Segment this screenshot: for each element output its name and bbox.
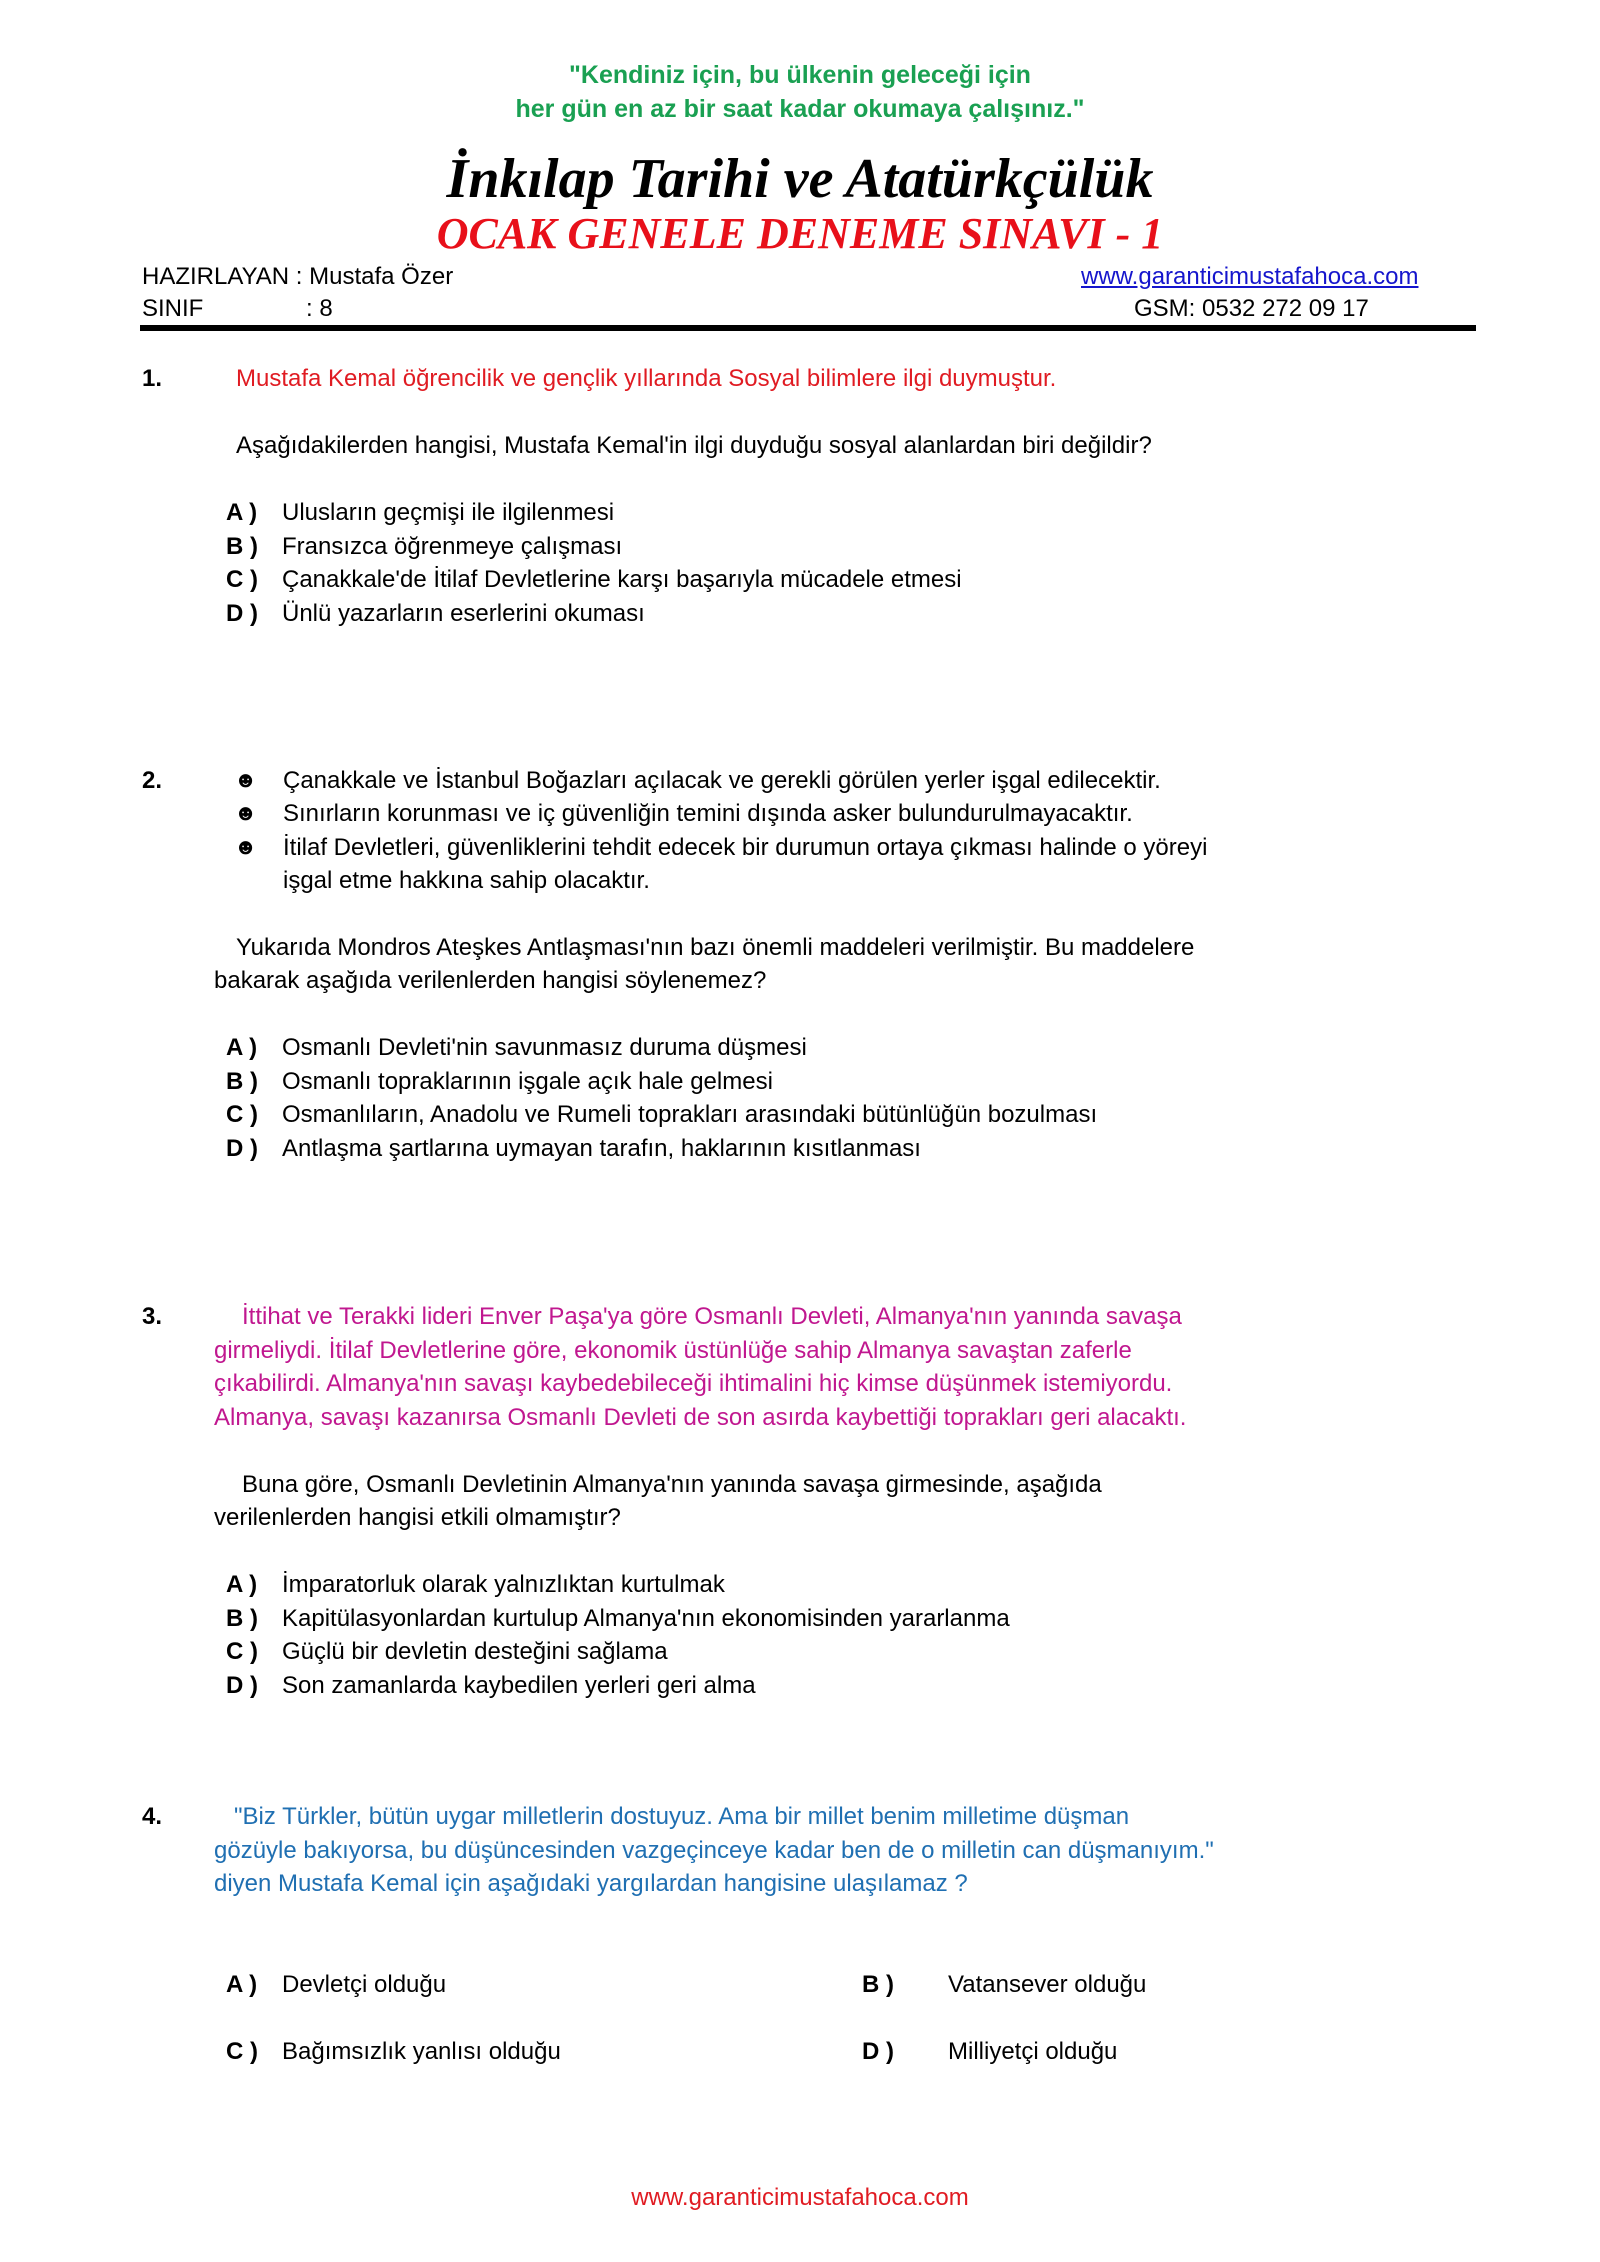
question-number: 2.: [142, 767, 163, 794]
option-text: Milliyetçi olduğu: [948, 2038, 1118, 2065]
question-prompt-line-2: bakarak aşağıda verilenlerden hangisi söylenemez?: [214, 967, 767, 994]
option-text: Güçlü bir devletin desteğini sağlama: [282, 1638, 668, 1665]
option-label: A ): [226, 499, 258, 526]
bullet-item: İtilaf Devletleri, güvenliklerini tehdit edecek bir durumun ortaya çıkması halinde o yöreyi: [283, 834, 1208, 861]
question-number: 3.: [142, 1303, 163, 1330]
question-number: 4.: [142, 1803, 163, 1830]
header-divider: [140, 325, 1476, 331]
option-text: Fransızca öğrenmeye çalışması: [282, 533, 623, 560]
question-prompt: Yukarıda Mondros Ateşkes Antlaşması'nın bazı önemli maddeleri verilmiştir. Bu maddelere: [236, 934, 1195, 961]
option-a[interactable]: [226, 1968, 446, 2002]
option-text: Ulusların geçmişi ile ilgilenmesi: [282, 499, 615, 526]
option-b[interactable]: [862, 1968, 1146, 2002]
website-link[interactable]: www.garanticimustafahoca.com: [1081, 263, 1419, 290]
option-c[interactable]: [226, 1635, 668, 1669]
option-d[interactable]: [226, 597, 645, 631]
question-stem: diyen Mustafa Kemal için aşağıdaki yargılardan hangisine ulaşılamaz ?: [214, 1870, 968, 1897]
author-label: HAZIRLAYAN : Mustafa Özer: [142, 263, 454, 290]
option-d[interactable]: [226, 1669, 756, 1703]
option-label: C ): [226, 2038, 258, 2065]
option-c[interactable]: [226, 563, 962, 597]
footer-website[interactable]: www.garanticimustafahoca.com: [631, 2184, 969, 2211]
option-label: C ): [226, 1101, 258, 1128]
motto-line-2: her gün en az bir saat kadar okumaya çalışınız.": [515, 95, 1085, 123]
option-label: D ): [226, 1135, 258, 1162]
question-stem: Mustafa Kemal öğrencilik ve gençlik yıllarında Sosyal bilimlere ilgi duymuştur.: [236, 365, 1057, 392]
question-number: 1.: [142, 365, 163, 392]
question-stem: girmeliydi. İtilaf Devletlerine göre, ekonomik üstünlüğe sahip Almanya savaştan zaferle: [214, 1337, 1132, 1364]
option-label: C ): [226, 566, 258, 593]
option-text: Kapitülasyonlardan kurtulup Almanya'nın ekonomisinden yararlanma: [282, 1605, 1010, 1632]
phone-number: GSM: 0532 272 09 17: [1134, 295, 1369, 322]
smiley-bullet-icon: ☻: [234, 834, 258, 859]
option-label: D ): [226, 600, 258, 627]
question-prompt: Aşağıdakilerden hangisi, Mustafa Kemal'in ilgi duyduğu sosyal alanlardan biri değildir?: [236, 432, 1152, 459]
option-text: Osmanlı topraklarının işgale açık hale gelmesi: [282, 1068, 773, 1095]
option-text: Antlaşma şartlarına uymayan tarafın, haklarının kısıtlanması: [282, 1135, 921, 1162]
option-text: Ünlü yazarların eserlerini okuması: [282, 600, 645, 627]
question-stem: çıkabilirdi. Almanya'nın savaşı kaybedebileceği ihtimalini hiç kimse düşünmek istemiyordu.: [214, 1370, 1173, 1397]
question-stem: Almanya, savaşı kazanırsa Osmanlı Devleti de son asırda kaybettiği toprakları geri alacaktı.: [214, 1404, 1187, 1431]
question-prompt: Buna göre, Osmanlı Devletinin Almanya'nın yanında savaşa girmesinde, aşağıda: [242, 1471, 1102, 1498]
smiley-bullet-icon: ☻: [234, 800, 258, 825]
option-text: Çanakkale'de İtilaf Devletlerine karşı başarıyla mücadele etmesi: [282, 566, 962, 593]
option-d[interactable]: [862, 2035, 1117, 2069]
bullet-item: Çanakkale ve İstanbul Boğazları açılacak ve gerekli görülen yerler işgal edilecektir.: [283, 767, 1161, 794]
smiley-bullet-icon: ☻: [234, 767, 258, 792]
question-stem: gözüyle bakıyorsa, bu düşüncesinden vazgeçinceye kadar ben de o milletin can düşmanıyım.": [214, 1837, 1214, 1864]
option-a[interactable]: [226, 1568, 725, 1602]
question-prompt-line-2: verilenlerden hangisi etkili olmamıştır?: [214, 1504, 621, 1531]
option-d[interactable]: [226, 1132, 921, 1166]
option-text: Vatansever olduğu: [948, 1971, 1147, 1998]
option-text: Devletçi olduğu: [282, 1971, 447, 1998]
option-label: B ): [226, 533, 258, 560]
option-label: B ): [226, 1605, 258, 1632]
option-a[interactable]: [226, 1031, 807, 1065]
option-b[interactable]: [226, 1602, 1010, 1636]
option-label: A ): [226, 1034, 258, 1061]
option-text: Bağımsızlık yanlısı olduğu: [282, 2038, 561, 2065]
option-label: B ): [226, 1068, 258, 1095]
class-label: SINIF: [142, 295, 204, 322]
option-text: Osmanlıların, Anadolu ve Rumeli toprakları arasındaki bütünlüğün bozulması: [282, 1101, 1098, 1128]
option-c[interactable]: [226, 2035, 561, 2069]
option-label: A ): [226, 1571, 258, 1598]
motto-line-1: "Kendiniz için, bu ülkenin geleceği için: [569, 61, 1031, 89]
option-b[interactable]: [226, 1065, 773, 1099]
question-stem: "Biz Türkler, bütün uygar milletlerin dostuyuz. Ama bir millet benim milletime düşman: [234, 1803, 1130, 1830]
bullet-item: Sınırların korunması ve iç güvenliğin temini dışında asker bulundurulmayacaktır.: [283, 800, 1133, 827]
option-label: D ): [226, 1672, 258, 1699]
option-c[interactable]: [226, 1098, 1097, 1132]
option-label: A ): [226, 1971, 258, 1998]
option-text: Son zamanlarda kaybedilen yerleri geri alma: [282, 1672, 756, 1699]
option-label: D ): [862, 2038, 894, 2065]
exam-subtitle: OCAK GENELE DENEME SINAVI - 1: [436, 209, 1164, 258]
option-text: Osmanlı Devleti'nin savunmasız duruma düşmesi: [282, 1034, 807, 1061]
question-stem: İttihat ve Terakki lideri Enver Paşa'ya göre Osmanlı Devleti, Almanya'nın yanında savaşa: [242, 1303, 1182, 1330]
option-label: C ): [226, 1638, 258, 1665]
option-label: B ): [862, 1971, 894, 1998]
page-title: İnkılap Tarihi ve Atatürkçülük: [446, 148, 1154, 210]
class-value: : 8: [306, 295, 333, 322]
option-a[interactable]: [226, 496, 614, 530]
option-text: İmparatorluk olarak yalnızlıktan kurtulmak: [282, 1571, 725, 1598]
bullet-item-continued: işgal etme hakkına sahip olacaktır.: [283, 867, 650, 894]
option-b[interactable]: [226, 530, 622, 564]
